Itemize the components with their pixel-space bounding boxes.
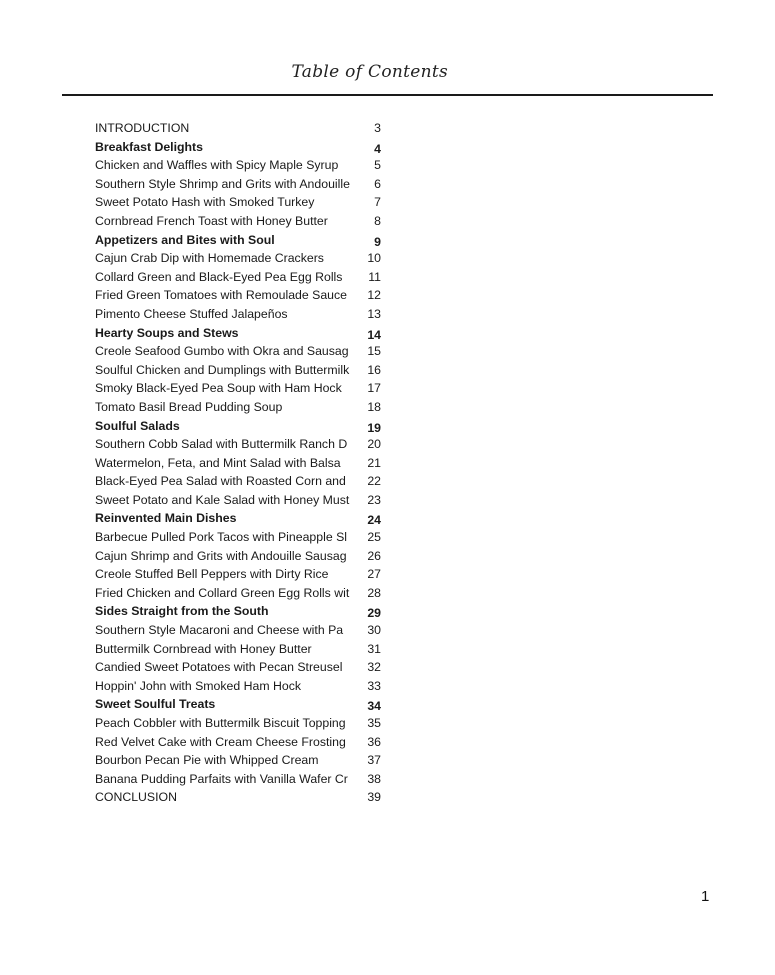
toc-entry-page-number: 21 xyxy=(367,455,381,470)
toc-section-heading xyxy=(95,602,385,621)
toc-entry-title: Sweet Soulful Treats xyxy=(95,697,216,712)
toc-entry-page-number: 38 xyxy=(367,771,381,786)
toc-entry-title: Barbecue Pulled Pork Tacos with Pineapple Sl xyxy=(95,530,348,545)
toc-entry xyxy=(95,770,385,789)
toc-entry-page-number: 26 xyxy=(367,548,381,563)
toc-entry-page-number: 35 xyxy=(367,716,381,730)
toc-entry-page-number: 25 xyxy=(367,530,381,545)
toc-entry xyxy=(95,547,385,566)
toc-entry xyxy=(95,751,385,770)
toc-entry-title: Soulful Salads xyxy=(95,418,180,433)
toc-entry-title: Pimento Cheese Stuffed Jalapeños xyxy=(95,306,288,321)
toc-entry xyxy=(95,435,385,454)
toc-entry-page-number: 12 xyxy=(367,288,381,303)
toc-entry xyxy=(95,584,385,603)
toc-entry xyxy=(95,175,385,194)
toc-entry xyxy=(95,342,385,361)
toc-entry-title: Sweet Potato and Kale Salad with Honey Must xyxy=(95,492,350,507)
page-title: Table of Contents xyxy=(291,62,448,82)
toc-entry-title: Appetizers and Bites with Soul xyxy=(95,232,275,247)
toc-entry xyxy=(95,156,385,175)
toc-entry-page-number: 34 xyxy=(367,699,381,714)
toc-entry xyxy=(95,472,385,491)
toc-entry-page-number: 39 xyxy=(367,790,381,805)
toc-entry-title: CONCLUSION xyxy=(95,790,177,805)
toc-entry-page-number: 36 xyxy=(367,734,381,749)
toc-entry-title: Candied Sweet Potatoes with Pecan Streusel xyxy=(95,660,343,675)
toc-entry xyxy=(95,677,385,696)
toc-entry-page-number: 14 xyxy=(367,327,381,342)
toc-entry-page-number: 31 xyxy=(367,641,381,656)
toc-entry-title: Southern Style Shrimp and Grits with Andouille xyxy=(95,176,350,191)
toc-entry-title: Hoppin' John with Smoked Ham Hock xyxy=(95,678,302,693)
toc-entry-title: Watermelon, Feta, and Mint Salad with Balsa xyxy=(95,455,341,470)
toc-section-heading xyxy=(95,509,385,528)
toc-entry-page-number: 22 xyxy=(367,474,381,489)
toc-entry-page-number: 4 xyxy=(374,141,381,156)
toc-entry-page-number: 20 xyxy=(367,437,381,452)
toc-entry-title: Hearty Soups and Stews xyxy=(95,325,239,340)
toc-entry-page-number: 18 xyxy=(367,399,381,414)
toc-entry-page-number: 27 xyxy=(367,567,381,582)
toc-entry-page-number: 19 xyxy=(367,420,381,435)
toc-entry-page-number: 13 xyxy=(367,306,381,321)
toc-entry-page-number: 15 xyxy=(367,344,381,359)
toc-entry-page-number: 5 xyxy=(374,158,381,173)
toc-entry xyxy=(95,565,385,584)
toc-entry-page-number: 23 xyxy=(367,492,381,507)
toc-entry-title: Bourbon Pecan Pie with Whipped Cream xyxy=(95,753,319,768)
toc-entry-page-number: 33 xyxy=(367,678,381,693)
toc-section-heading xyxy=(95,138,385,157)
toc-entry-title: Cajun Shrimp and Grits with Andouille Sausag xyxy=(95,548,347,563)
toc-entry-title: Smoky Black-Eyed Pea Soup with Ham Hock xyxy=(95,381,342,396)
toc-entry-title: Red Velvet Cake with Cream Cheese Frosting xyxy=(95,734,346,749)
toc-entry-page-number: 24 xyxy=(367,513,381,528)
toc-entry-page-number: 28 xyxy=(367,585,381,600)
toc-entry-title: Southern Style Macaroni and Cheese with Pa xyxy=(95,623,344,638)
toc-entry xyxy=(95,286,385,305)
toc-entry-title: Banana Pudding Parfaits with Vanilla Wafer Cr xyxy=(95,771,348,786)
toc-entry-page-number: 10 xyxy=(367,251,381,266)
table-of-contents xyxy=(95,119,385,807)
toc-entry-title: Breakfast Delights xyxy=(95,139,203,154)
toc-entry xyxy=(95,733,385,752)
toc-entry-title: Buttermilk Cornbread with Honey Butter xyxy=(95,641,312,656)
toc-entry-page-number: 8 xyxy=(374,213,381,228)
toc-entry xyxy=(95,305,385,324)
toc-entry xyxy=(95,268,385,287)
toc-entry-title: Collard Green and Black-Eyed Pea Egg Rolls xyxy=(95,269,343,284)
page-header xyxy=(62,60,713,96)
toc-entry-title: Fried Chicken and Collard Green Egg Rolls wit xyxy=(95,585,350,600)
toc-entry-page-number: 6 xyxy=(374,176,381,191)
toc-entry-page-number: 7 xyxy=(374,195,381,210)
toc-entry-title: Sides Straight from the South xyxy=(95,604,269,619)
toc-entry-page-number: 9 xyxy=(374,234,381,249)
toc-section-heading xyxy=(95,231,385,250)
toc-section-heading xyxy=(95,695,385,714)
toc-entry-title: Southern Cobb Salad with Buttermilk Ranch D xyxy=(95,437,348,452)
toc-entry xyxy=(95,658,385,677)
toc-entry-title: Tomato Basil Bread Pudding Soup xyxy=(95,399,283,414)
toc-entry-title: INTRODUCTION xyxy=(95,121,190,135)
toc-entry xyxy=(95,714,385,733)
toc-entry-page-number: 17 xyxy=(367,381,381,396)
toc-entry xyxy=(95,379,385,398)
toc-entry-page-number: 29 xyxy=(367,606,381,621)
toc-entry-title: Reinvented Main Dishes xyxy=(95,511,237,526)
toc-entry-page-number: 30 xyxy=(367,623,381,638)
toc-entry xyxy=(95,621,385,640)
toc-entry xyxy=(95,788,385,807)
toc-section-heading xyxy=(95,324,385,343)
toc-entry xyxy=(95,640,385,659)
toc-entry-title: Peach Cobbler with Buttermilk Biscuit Topping xyxy=(95,716,346,730)
page-number: 1 xyxy=(701,888,710,905)
toc-entry-title: Fried Green Tomatoes with Remoulade Sauce xyxy=(95,288,347,303)
toc-entry-title: Chicken and Waffles with Spicy Maple Syrup xyxy=(95,158,339,173)
toc-entry xyxy=(95,528,385,547)
toc-entry xyxy=(95,454,385,473)
toc-entry-title: Sweet Potato Hash with Smoked Turkey xyxy=(95,195,315,210)
toc-entry xyxy=(95,249,385,268)
toc-entry-page-number: 3 xyxy=(374,121,381,135)
toc-entry-title: Black-Eyed Pea Salad with Roasted Corn and xyxy=(95,474,346,489)
toc-entry xyxy=(95,398,385,417)
toc-entry-title: Creole Stuffed Bell Peppers with Dirty Rice xyxy=(95,567,329,582)
toc-entry-page-number: 16 xyxy=(367,362,381,377)
toc-entry xyxy=(95,361,385,380)
toc-entry xyxy=(95,212,385,231)
toc-entry-title: Cornbread French Toast with Honey Butter xyxy=(95,213,328,228)
toc-entry-title: Creole Seafood Gumbo with Okra and Sausag xyxy=(95,344,349,359)
toc-entry xyxy=(95,119,385,138)
toc-entry-title: Cajun Crab Dip with Homemade Crackers xyxy=(95,251,324,266)
toc-entry-page-number: 32 xyxy=(367,660,381,675)
toc-entry xyxy=(95,491,385,510)
toc-section-heading xyxy=(95,417,385,436)
toc-entry-page-number: 37 xyxy=(367,753,381,768)
toc-entry xyxy=(95,193,385,212)
toc-entry-title: Soulful Chicken and Dumplings with Buttermilk xyxy=(95,362,350,377)
toc-entry-page-number: 11 xyxy=(368,269,381,284)
